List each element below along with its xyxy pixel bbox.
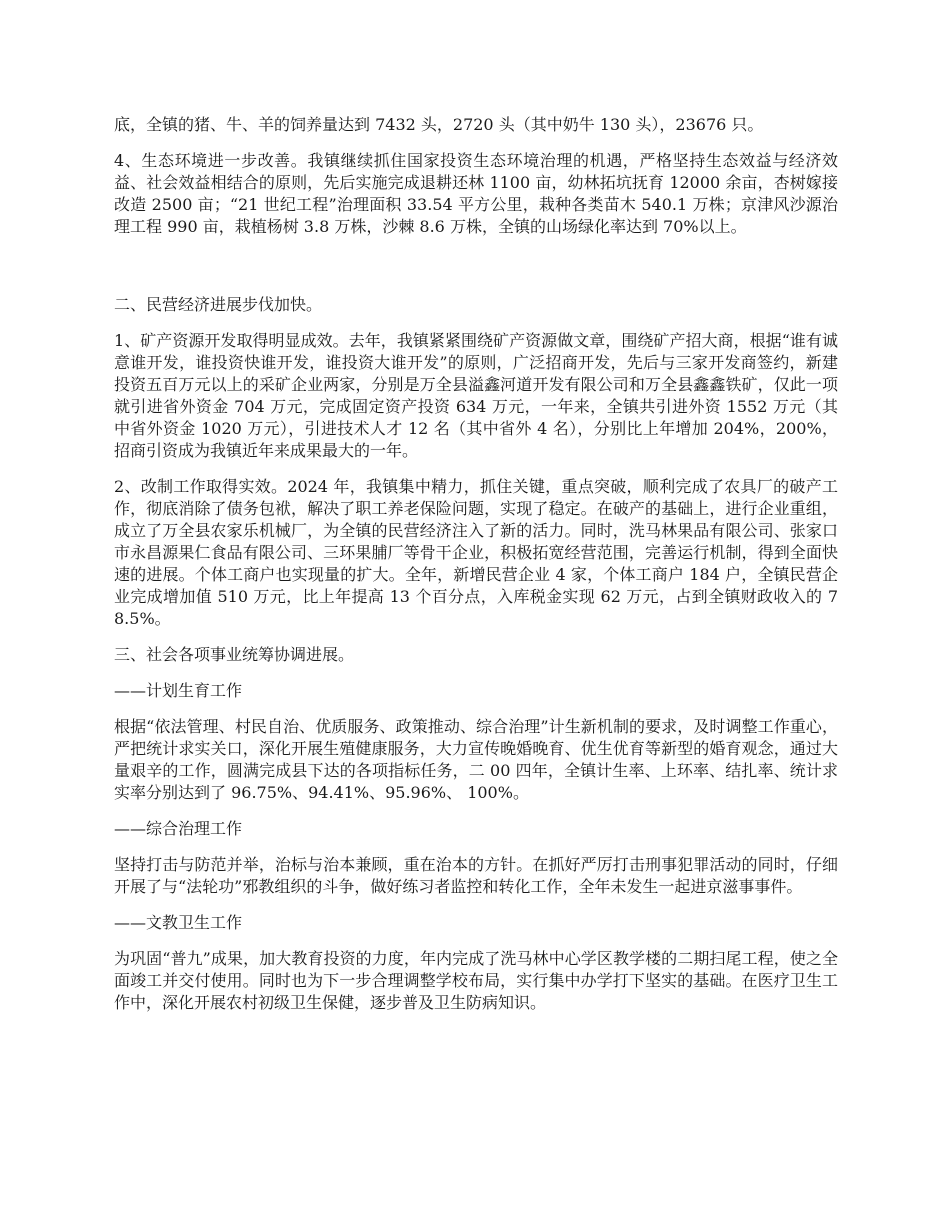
- paragraph-comprehensive-governance: 坚持打击与防范并举，治标与治本兼顾，重在治本的方针。在抓好严厉打击刑事犯罪活动的同时，仔细开展了与“法轮功”邪教组织的斗争，做好练习者监控和转化工作，全年未发生一起进京滋事事件。: [114, 855, 838, 896]
- paragraph-ecology: 4、生态环境进一步改善。我镇继续抓住国家投资生态环境治理的机遇，严格坚持生态效益与经济效益、社会效益相结合的原则，先后实施完成退耕还林 1100 亩，幼林拓坑抚育 12000 余亩，杏树嫁接改造 2500 亩；“21 世纪工程”治理面积 33.54 平方公里，栽种各类苗木 540.1 万株；京津风沙源治理工程 990 亩，栽植杨树 3.8 万株，沙棘 8.6 万株，全镇的山场绿化率达到 70%以上。: [114, 151, 838, 236]
- paragraph-mineral-resources: 1、矿产资源开发取得明显成效。去年，我镇紧紧围绕矿产资源做文章，围绕矿产招大商，根据“谁有诚意谁开发，谁投资快谁开发，谁投资大谁开发”的原则，广泛招商开发，先后与三家开发商签约，新建投资五百万元以上的采矿企业两家，分别是万全县溢鑫河道开发有限公司和万全县鑫鑫铁矿，仅此一项就引进省外资金 704 万元，完成固定资产投资 634 万元，一年来，全镇共引进外资 1552 万元（其中省外资金 1020 万元），引进技术人才 12 名（其中省外 4 名），分别比上年增加 204%，200%，招商引资成为我镇近年来成果最大的一年。: [114, 331, 838, 460]
- section-spacer: [114, 252, 838, 294]
- subheading-culture-education-health: ——文教卫生工作: [114, 913, 243, 932]
- subheading-family-planning: ——计划生育工作: [114, 681, 243, 700]
- paragraph-family-planning: 根据“依法管理、村民自治、优质服务、政策推动、综合治理”计生新机制的要求，及时调整工作重心，严把统计求实关口，深化开展生殖健康服务，大力宣传晚婚晚育、优生优育等新型的婚育观念，通过大量艰辛的工作，圆满完成县下达的各项指标任务，二 00 四年，全镇计生率、上环率、结扎率、统计求实率分别达到了 96.75%、94.41%、95.96%、 100%。: [114, 717, 838, 802]
- paragraph-culture-education-health: 为巩固“普九”成果，加大教育投资的力度，年内完成了洗马林中心学区教学楼的二期扫尾工程，使之全面竣工并交付使用。同时也为下一步合理调整学校布局，实行集中办学打下坚实的基础。在医疗卫生工作中，深化开展农村初级卫生保健，逐步普及卫生防病知识。: [114, 949, 838, 1012]
- paragraph-livestock: 底，全镇的猪、牛、羊的饲养量达到 7432 头，2720 头（其中奶牛 130 头），23676 只。: [114, 115, 764, 134]
- heading-private-economy: 二、民营经济进展步伐加快。: [114, 295, 323, 314]
- heading-social-undertakings: 三、社会各项事业统筹协调进展。: [114, 645, 355, 664]
- paragraph-restructuring: 2、改制工作取得实效。2024 年，我镇集中精力，抓住关键，重点突破，顺利完成了农具厂的破产工作，彻底消除了债务包袱，解决了职工养老保险问题，实现了稳定。在破产的基础上，进行企业重组，成立了万全县农家乐机械厂，为全镇的民营经济注入了新的活力。同时，洗马林果品有限公司、张家口市永昌源果仁食品有限公司、三环果脯厂等骨干企业，积极拓宽经营范围，完善运行机制，得到全面快速的进展。个体工商户也实现量的扩大。全年，新增民营企业 4 家，个体工商户 184 户，全镇民营企业完成增加值 510 万元，比上年提高 13 个百分点，入库税金实现 62 万元，占到全镇财政收入的 78.5%。: [114, 477, 838, 628]
- subheading-comprehensive-governance: ——综合治理工作: [114, 819, 243, 838]
- document-page: [114, 114, 838, 1028]
